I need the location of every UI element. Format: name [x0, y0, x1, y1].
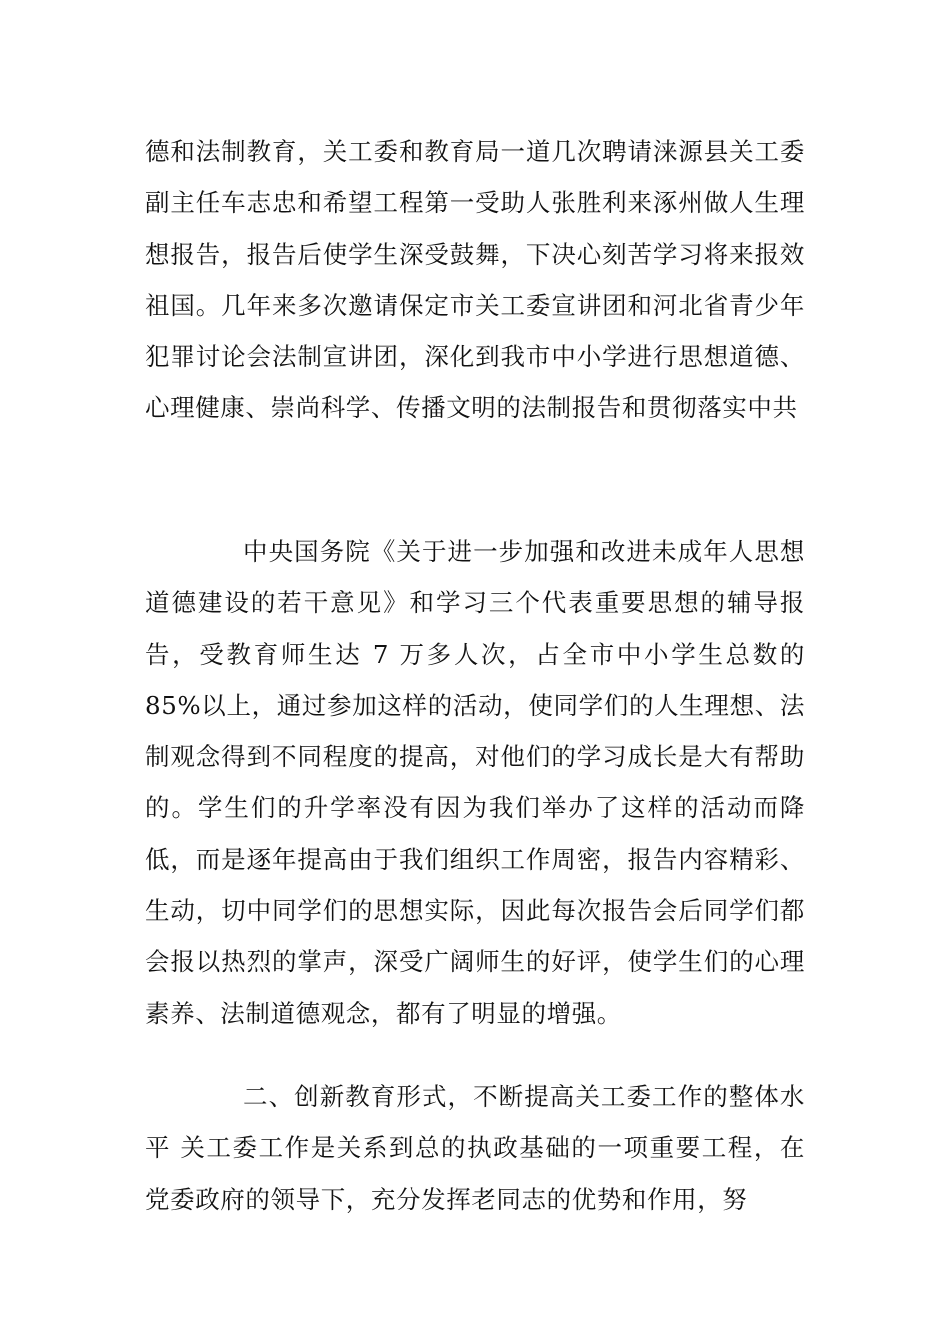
paragraph-3: 二、创新教育形式，不断提高关工委工作的整体水平 关工委工作是关系到总的执政基础的一项重要工程，在党委政府的领导下，充分发挥老同志的优势和作用，努 — [145, 1082, 805, 1214]
paragraph-1: 德和法制教育，关工委和教育局一道几次聘请涞源县关工委副主任车志忠和希望工程第一受助人张胜利来涿州做人生理想报告，报告后使学生深受鼓舞，下决心刻苦学习将来报效祖国。几年来多次邀请保定市关工委宣讲团和河北省青少年犯罪讨论会法制宣讲团，深化到我市中小学进行思想道德、心理健康、崇尚科学、传播文明的法制报告和贯彻落实中共 — [145, 137, 805, 423]
paragraph-2: 中央国务院《关于进一步加强和改进未成年人思想道德建设的若干意见》和学习三个代表重要思想的辅导报告，受教育师生达 7 万多人次，占全市中小学生总数的85%以上，通过参加这样的活动，使同学们的人生理想、法制观念得到不同程度的提高，对他们的学习成长是大有帮助的。学生们的升学率没有因为我们举办了这样的活动而降低，而是逐年提高由于我们组织工作周密，报告内容精彩、生动，切中同学们的思想实际，因此每次报告会后同学们都会报以热烈的掌声，深受广阔师生的好评，使学生们的心理素养、法制道德观念，都有了明显的增强。 — [145, 537, 805, 1028]
